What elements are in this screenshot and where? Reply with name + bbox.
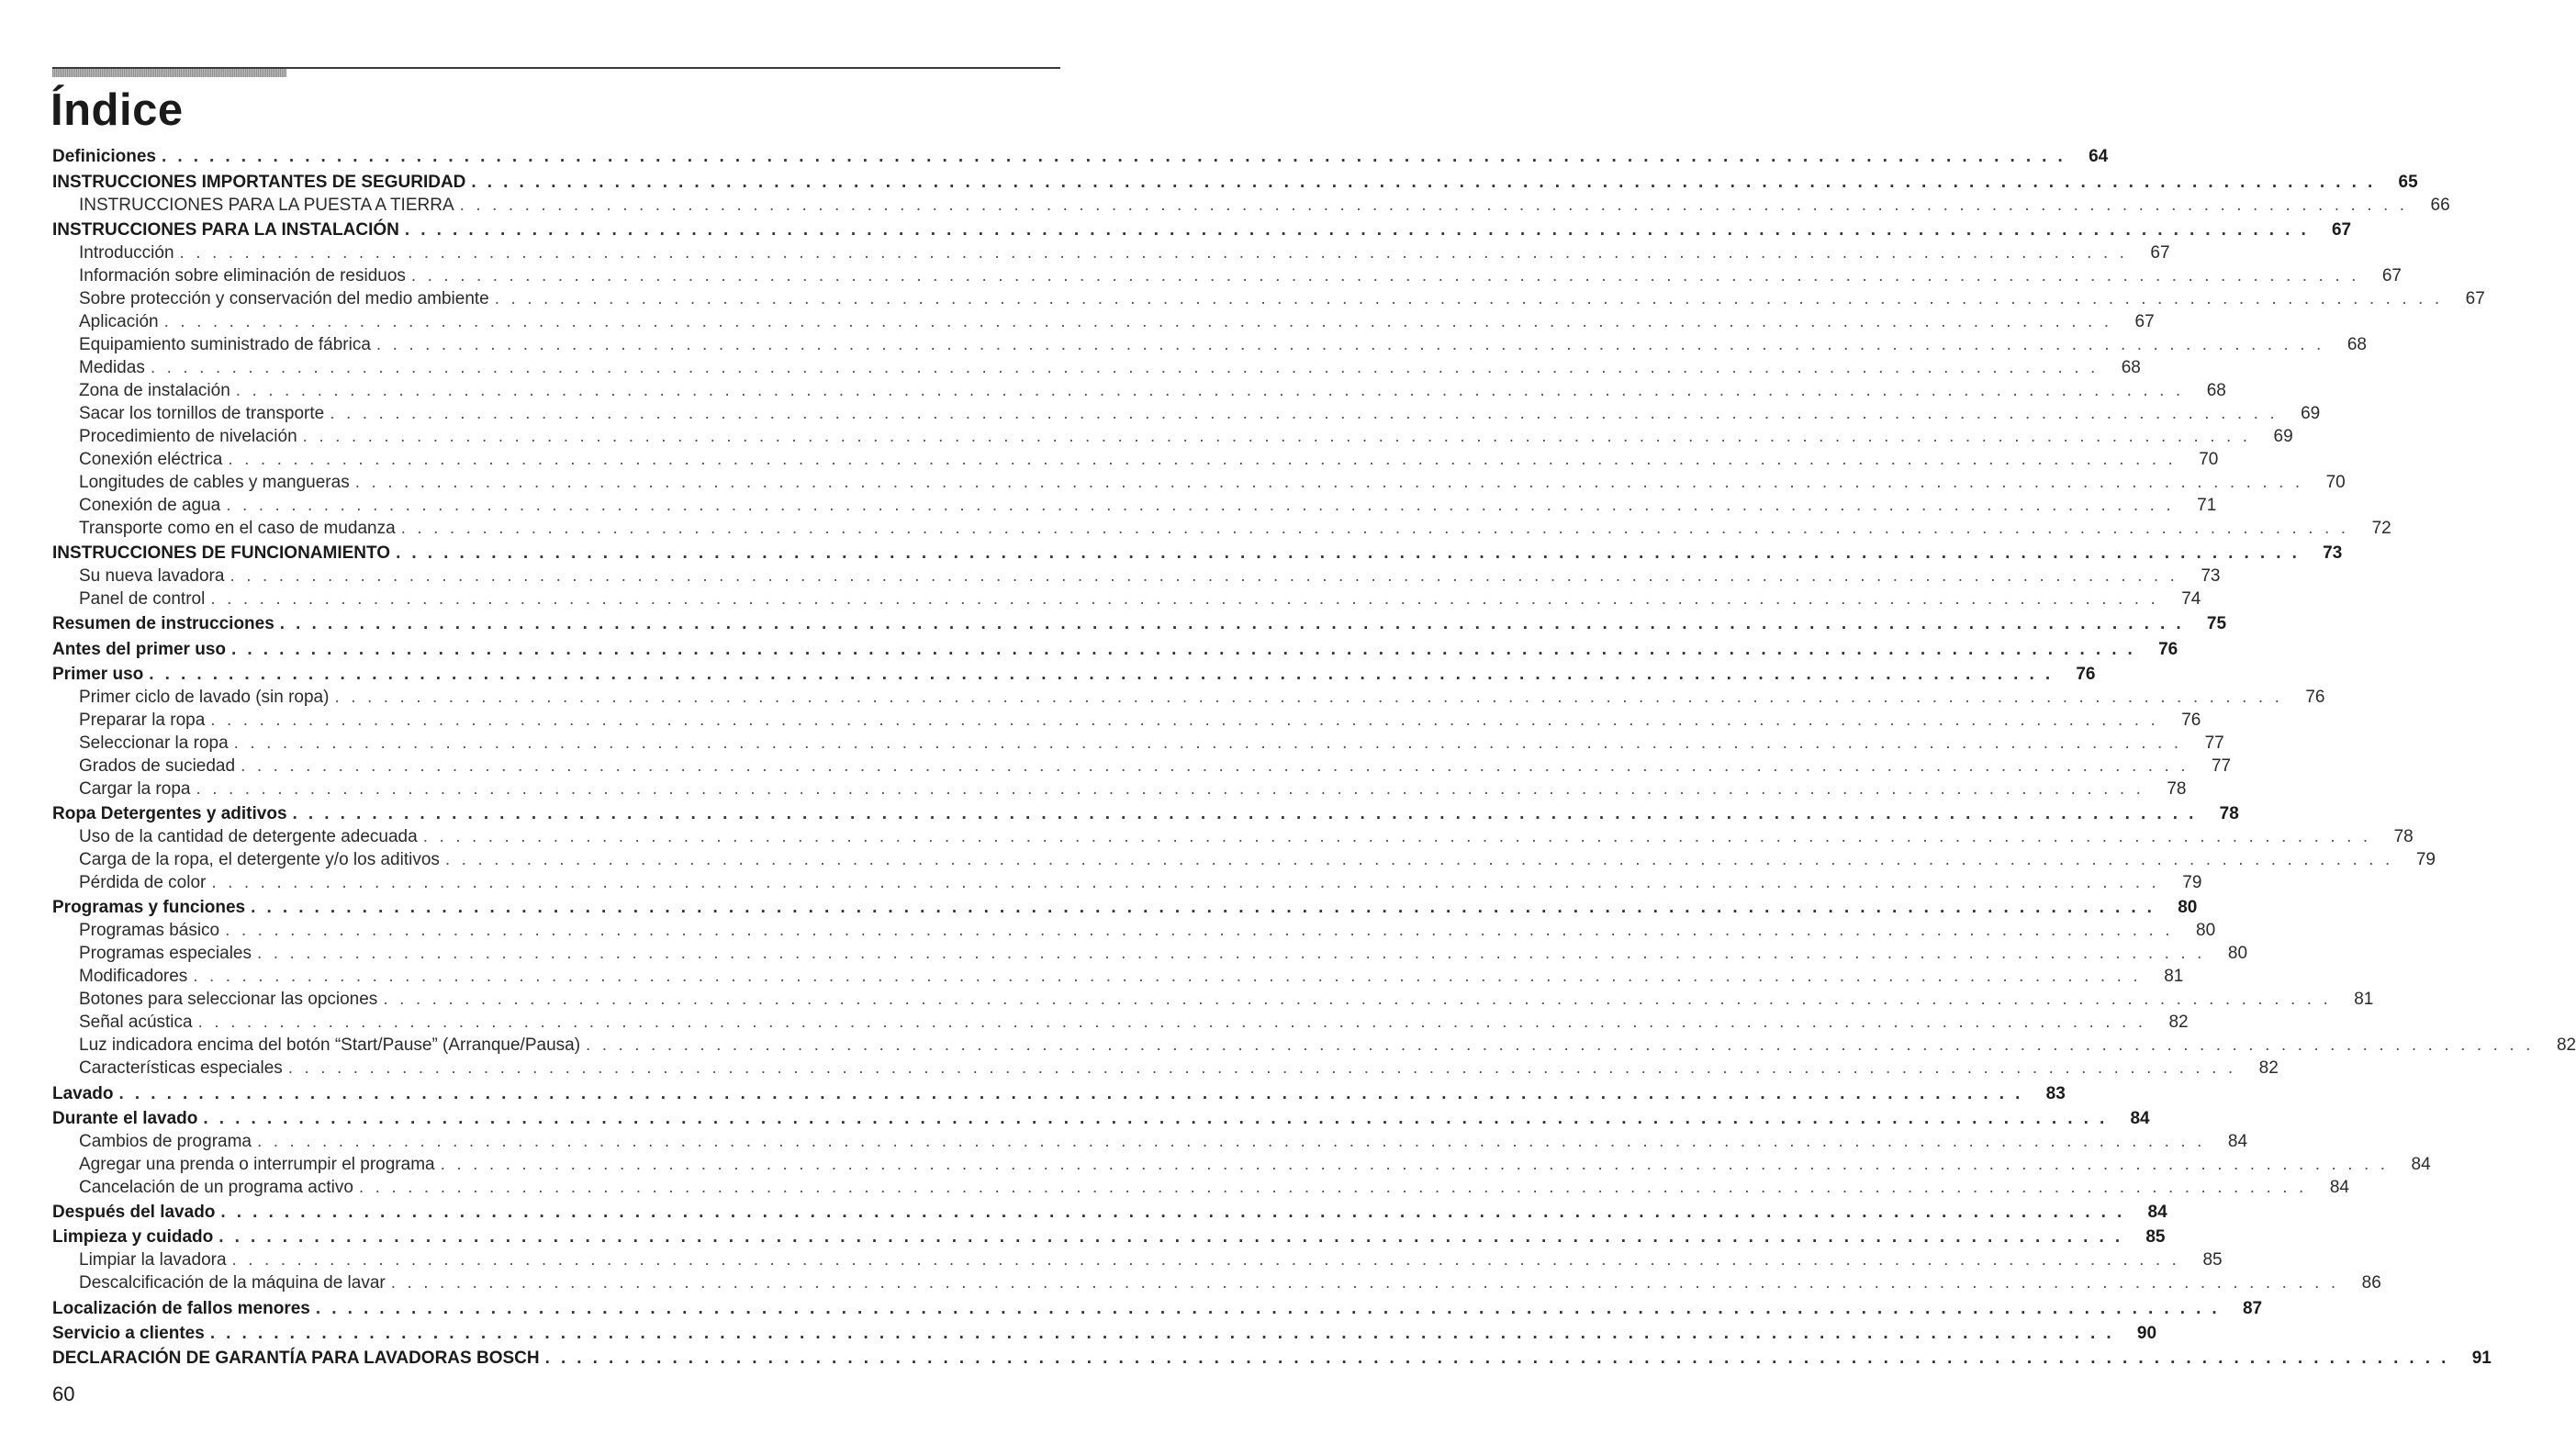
toc-entry-page: 80 [2227, 944, 2248, 964]
toc-subsection-entry[interactable] [52, 401, 2321, 424]
dot-leader: . . . . . . . . . . . . . . . . . . . . . . . . . . . . . . . . . . . . . . . . . . . . . . . . . . . . . . . . . . . . . . . . . . . . . . . . . . . . . . . . . . . . . . . . . . . . . . . . . . . . . . . . . . . . . . . . . . . . . . . . [210, 710, 2159, 730]
dot-leader: . . . . . . . . . . . . . . . . . . . . . . . . . . . . . . . . . . . . . . . . . . . . . . . . . . . . . . . . . . . . . . . . . . . . . . . . . . . . . . . . . . . . . . . . . . . . . . . . . . . . . . . . . . . . . . . . . . . . . . . . [230, 566, 2178, 586]
toc-entry-title: Cancelación de un programa activo [79, 1177, 353, 1197]
toc-entry-page: 80 [2196, 921, 2216, 941]
header-tab-bar [52, 69, 286, 77]
toc-subsection-entry[interactable] [52, 1033, 2576, 1056]
dot-leader: . . . . . . . . . . . . . . . . . . . . . . . . . . . . . . . . . . . . . . . . . . . . . . . . . . . . . . . . . . . . . . . . . . . . . . . . . . . . . . . . . . . . . . . . . . . . . . . . . . . . . . . . . . . . . . . . . . . . . . . . [203, 1108, 2108, 1128]
toc-entry-title: Equipamiento suministrado de fábrica [79, 334, 371, 354]
toc-entry-title: Luz indicadora encima del botón “Start/Pause” (Arranque/Pausa) [79, 1035, 581, 1056]
toc-subsection-entry[interactable] [52, 193, 2450, 216]
toc-entry-title: Su nueva lavadora [79, 566, 225, 586]
toc-subsection-entry[interactable] [52, 493, 2217, 516]
toc-entry-page: 69 [2273, 426, 2293, 446]
dot-leader: . . . . . . . . . . . . . . . . . . . . . . . . . . . . . . . . . . . . . . . . . . . . . . . . . . . . . . . . . . . . . . . . . . . . . . . . . . . . . . . . . . . . . . . . . . . . . . . . . . . . . . . . . . . . . . . . . . . . . . . . [256, 1131, 2206, 1151]
toc-entry-page: 70 [2199, 449, 2219, 469]
toc-entry-title: Primer uso [52, 664, 144, 684]
toc-entry-title: Resumen de instrucciones [52, 614, 274, 634]
dot-leader: . . . . . . . . . . . . . . . . . . . . . . . . . . . . . . . . . . . . . . . . . . . . . . . . . . . . . . . . . . . . . . . . . . . . . . . . . . . . . . . . . . . . . . . . . . . . . . . . . . . . . . . . . . . . . . . . . . . . . . . . [118, 1083, 2023, 1103]
toc-entry-title: Uso de la cantidad de detergente adecuada [79, 827, 418, 846]
dot-leader: . . . . . . . . . . . . . . . . . . . . . . . . . . . . . . . . . . . . . . . . . . . . . . . . . . . . . . . . . . . . . . . . . . . . . . . . . . . . . . . . . . . . . . . . . . . . . . . . . . . . . . . . . . . . . . . . . . . . . . . . [494, 288, 2443, 308]
toc-entry-title: Conexión de agua [79, 495, 221, 515]
toc-entry-title: Panel de control [79, 589, 206, 609]
toc-subsection-entry[interactable] [52, 1270, 2381, 1293]
toc-entry-title: INSTRUCCIONES PARA LA PUESTA A TIERRA [79, 195, 454, 215]
dot-leader: . . . . . . . . . . . . . . . . . . . . . . . . . . . . . . . . . . . . . . . . . . . . . . . . . . . . . . . . . . . . . . . . . . . . . . . . . . . . . . . . . . . . . . . . . . . . . . . . . . . . . . . . . . . . . . . . . . . . . . . . [422, 827, 2371, 846]
dot-leader: . . . . . . . . . . . . . . . . . . . . . . . . . . . . . . . . . . . . . . . . . . . . . . . . . . . . . . . . . . . . . . . . . . . . . . . . . . . . . . . . . . . . . . . . . . . . . . . . . . . . . . . . . . . . . . . . . . . . . . . . [390, 1273, 2339, 1293]
toc-section-entry[interactable] [52, 142, 2109, 167]
toc-entry-title: Agregar una prenda o interrumpir el programa [79, 1154, 435, 1174]
dot-leader: . . . . . . . . . . . . . . . . . . . . . . . . . . . . . . . . . . . . . . . . . . . . . . . . . . . . . . . . . . . . . . . . . . . . . . . . . . . . . . . . . . . . . . . . . . . . . . . . . . . . . . . . . . . . . . . . . . . . . . . . [330, 403, 2279, 423]
toc-entry-title: Localización de fallos menores [52, 1298, 310, 1318]
toc-section-entry[interactable] [52, 539, 2343, 564]
toc-subsection-entry[interactable] [52, 241, 2170, 263]
toc-entry-title: Programas básico [79, 921, 220, 941]
dot-leader: . . . . . . . . . . . . . . . . . . . . . . . . . . . . . . . . . . . . . . . . . . . . . . . . . . . . . . . . . . . . . . . . . . . . . . . . . . . . . . . . . . . . . . . . . . . . . . . . . . . . . . . . . . . . . . . . . . . . . . . . [440, 1154, 2389, 1174]
toc-entry-title: Después del lavado [52, 1203, 216, 1222]
toc-entry-page: 82 [2258, 1058, 2279, 1079]
toc-entry-title: Zona de instalación [79, 380, 230, 400]
toc-entry-page: 78 [2393, 827, 2414, 846]
toc-entry-title: Características especiales [79, 1058, 283, 1079]
toc-section-entry[interactable] [52, 893, 2198, 918]
toc-subsection-entry[interactable] [52, 941, 2248, 964]
dot-leader: . . . . . . . . . . . . . . . . . . . . . . . . . . . . . . . . . . . . . . . . . . . . . . . . . . . . . . . . . . . . . . . . . . . . . . . . . . . . . . . . . . . . . . . . . . . . . . . . . . . . . . . . . . . . . . . . . . . . . . . . [287, 1058, 2236, 1079]
dot-leader: . . . . . . . . . . . . . . . . . . . . . . . . . . . . . . . . . . . . . . . . . . . . . . . . . . . . . . . . . . . . . . . . . . . . . . . . . . . . . . . . . . . . . . . . . . . . . . . . . . . . . . . . . . . . . . . . . . . . . . . . [279, 614, 2185, 634]
toc-subsection-entry[interactable] [52, 1248, 2223, 1270]
dot-leader: . . . . . . . . . . . . . . . . . . . . . . . . . . . . . . . . . . . . . . . . . . . . . . . . . . . . . . . . . . . . . . . . . . . . . . . . . . . . . . . . . . . . . . . . . . . . . . . . . . . . . . . . . . . . . . . . . . . . . . . . [358, 1177, 2307, 1197]
toc-entry-page: 69 [2301, 403, 2321, 423]
toc-entry-page: 76 [2158, 639, 2178, 659]
dot-leader: . . . . . . . . . . . . . . . . . . . . . . . . . . . . . . . . . . . . . . . . . . . . . . . . . . . . . . . . . . . . . . . . . . . . . . . . . . . . . . . . . . . . . . . . . . . . . . . . . . . . . . . . . . . . . . . . . . . . . . . . [471, 172, 2376, 192]
toc-subsection-entry[interactable] [52, 870, 2202, 893]
toc-subsection-entry[interactable] [52, 1129, 2248, 1152]
toc-entry-title: Transporte como en el caso de mudanza [79, 518, 396, 538]
dot-leader: . . . . . . . . . . . . . . . . . . . . . . . . . . . . . . . . . . . . . . . . . . . . . . . . . . . . . . . . . . . . . . . . . . . . . . . . . . . . . . . . . . . . . . . . . . . . . . . . . . . . . . . . . . . . . . . . . . . . . . . . [241, 755, 2190, 776]
dot-leader: . . . . . . . . . . . . . . . . . . . . . . . . . . . . . . . . . . . . . . . . . . . . . . . . . . . . . . . . . . . . . . . . . . . . . . . . . . . . . . . . . . . . . . . . . . . . . . . . . . . . . . . . . . . . . . . . . . . . . . . . [220, 1203, 2125, 1222]
toc-entry-title: DECLARACIÓN DE GARANTÍA PARA LAVADORAS BOSCH [52, 1349, 540, 1368]
toc-subsection-entry[interactable] [52, 587, 2201, 610]
toc-subsection-entry[interactable] [52, 424, 2293, 447]
toc-entry-title: Definiciones [52, 147, 156, 167]
toc-entry-title: Procedimiento de nivelación [79, 426, 297, 446]
toc-entry-page: 82 [2556, 1035, 2576, 1056]
toc-entry-page: 79 [2415, 850, 2436, 869]
dot-leader: . . . . . . . . . . . . . . . . . . . . . . . . . . . . . . . . . . . . . . . . . . . . . . . . . . . . . . . . . . . . . . . . . . . . . . . . . . . . . . . . . . . . . . . . . . . . . . . . . . . . . . . . . . . . . . . . . . . . . . . . [193, 967, 2142, 987]
table-of-contents [52, 142, 2576, 1369]
toc-entry-page: 67 [2150, 242, 2170, 263]
toc-subsection-entry[interactable] [52, 263, 2402, 286]
dot-leader: . . . . . . . . . . . . . . . . . . . . . . . . . . . . . . . . . . . . . . . . . . . . . . . . . . . . . . . . . . . . . . . . . . . . . . . . . . . . . . . . . . . . . . . . . . . . . . . . . . . . . . . . . . . . . . . . . . . . . . . . [544, 1349, 2449, 1368]
dot-leader: . . . . . . . . . . . . . . . . . . . . . . . . . . . . . . . . . . . . . . . . . . . . . . . . . . . . . . . . . . . . . . . . . . . . . . . . . . . . . . . . . . . . . . . . . . . . . . . . . . . . . . . . . . . . . . . . . . . . . . . . [228, 449, 2177, 469]
toc-entry-title: Primer ciclo de lavado (sin ropa) [79, 687, 330, 707]
toc-entry-page: 84 [2411, 1154, 2431, 1174]
dot-leader: . . . . . . . . . . . . . . . . . . . . . . . . . . . . . . . . . . . . . . . . . . . . . . . . . . . . . . . . . . . . . . . . . . . . . . . . . . . . . . . . . . . . . . . . . . . . . . . . . . . . . . . . . . . . . . . . . . . . . . . . [233, 733, 2182, 753]
toc-subsection-entry[interactable] [52, 355, 2141, 378]
toc-section-entry[interactable] [52, 1319, 2157, 1344]
toc-subsection-entry[interactable] [52, 378, 2226, 401]
toc-subsection-entry[interactable] [52, 332, 2367, 355]
toc-entry-title: Medidas [79, 357, 145, 377]
toc-subsection-entry[interactable] [52, 564, 2221, 587]
toc-entry-page: 73 [2323, 543, 2343, 563]
toc-entry-page: 66 [2430, 195, 2450, 215]
toc-entry-title: INSTRUCCIONES IMPORTANTES DE SEGURIDAD [52, 172, 466, 192]
toc-entry-title: Pérdida de color [79, 873, 207, 892]
toc-entry-page: 64 [2089, 147, 2109, 167]
toc-entry-page: 80 [2178, 898, 2198, 918]
toc-entry-page: 85 [2202, 1250, 2223, 1270]
toc-entry-page: 84 [2329, 1177, 2349, 1197]
toc-subsection-entry[interactable] [52, 824, 2414, 847]
toc-entry-page: 78 [2167, 778, 2187, 799]
toc-entry-page: 67 [2331, 219, 2352, 240]
dot-leader: . . . . . . . . . . . . . . . . . . . . . . . . . . . . . . . . . . . . . . . . . . . . . . . . . . . . . . . . . . . . . . . . . . . . . . . . . . . . . . . . . . . . . . . . . . . . . . . . . . . . . . . . . . . . . . . . . . . . . . . . [292, 804, 2197, 823]
toc-entry-title: INSTRUCCIONES PARA LA INSTALACIÓN [52, 219, 399, 240]
dot-leader: . . . . . . . . . . . . . . . . . . . . . . . . . . . . . . . . . . . . . . . . . . . . . . . . . . . . . . . . . . . . . . . . . . . . . . . . . . . . . . . . . . . . . . . . . . . . . . . . . . . . . . . . . . . . . . . . . . . . . . . . [209, 1323, 2115, 1343]
toc-subsection-entry[interactable] [52, 964, 2184, 987]
page-title: Índice [50, 85, 184, 135]
toc-entry-title: Grados de suciedad [79, 755, 236, 776]
toc-entry-title: INSTRUCCIONES DE FUNCIONAMIENTO [52, 543, 391, 563]
toc-subsection-entry[interactable] [52, 1175, 2349, 1198]
toc-entry-title: Señal acústica [79, 1013, 193, 1033]
toc-entry-page: 90 [2136, 1323, 2157, 1343]
toc-entry-title: Lavado [52, 1083, 114, 1103]
dot-leader: . . . . . . . . . . . . . . . . . . . . . . . . . . . . . . . . . . . . . . . . . . . . . . . . . . . . . . . . . . . . . . . . . . . . . . . . . . . . . . . . . . . . . . . . . . . . . . . . . . . . . . . . . . . . . . . . . . . . . . . . [210, 589, 2159, 609]
dot-leader: . . . . . . . . . . . . . . . . . . . . . . . . . . . . . . . . . . . . . . . . . . . . . . . . . . . . . . . . . . . . . . . . . . . . . . . . . . . . . . . . . . . . . . . . . . . . . . . . . . . . . . . . . . . . . . . . . . . . . . . . [150, 357, 2099, 377]
dot-leader: . . . . . . . . . . . . . . . . . . . . . . . . . . . . . . . . . . . . . . . . . . . . . . . . . . . . . . . . . . . . . . . . . . . . . . . . . . . . . . . . . . . . . . . . . . . . . . . . . . . . . . . . . . . . . . . . . . . . . . . . [315, 1298, 2221, 1318]
dot-leader: . . . . . . . . . . . . . . . . . . . . . . . . . . . . . . . . . . . . . . . . . . . . . . . . . . . . . . . . . . . . . . . . . . . . . . . . . . . . . . . . . . . . . . . . . . . . . . . . . . . . . . . . . . . . . . . . . . . . . . . . [211, 873, 2160, 892]
toc-entry-page: 68 [2121, 357, 2141, 377]
toc-entry-page: 87 [2242, 1298, 2263, 1318]
toc-entry-title: Programas especiales [79, 944, 252, 964]
dot-leader: . . . . . . . . . . . . . . . . . . . . . . . . . . . . . . . . . . . . . . . . . . . . . . . . . . . . . . . . . . . . . . . . . . . . . . . . . . . . . . . . . . . . . . . . . . . . . . . . . . . . . . . . . . . . . . . . . . . . . . . . [231, 1250, 2180, 1270]
dot-leader: . . . . . . . . . . . . . . . . . . . . . . . . . . . . . . . . . . . . . . . . . . . . . . . . . . . . . . . . . . . . . . . . . . . . . . . . . . . . . . . . . . . . . . . . . . . . . . . . . . . . . . . . . . . . . . . . . . . . . . . . [375, 334, 2324, 354]
toc-entry-page: 77 [2204, 733, 2224, 753]
toc-entry-page: 75 [2206, 614, 2227, 634]
dot-leader: . . . . . . . . . . . . . . . . . . . . . . . . . . . . . . . . . . . . . . . . . . . . . . . . . . . . . . . . . . . . . . . . . . . . . . . . . . . . . . . . . . . . . . . . . . . . . . . . . . . . . . . . . . . . . . . . . . . . . . . . [179, 242, 2128, 263]
toc-entry-page: 81 [2164, 967, 2184, 987]
toc-entry-title: Información sobre eliminación de residuos [79, 265, 406, 285]
dot-leader: . . . . . . . . . . . . . . . . . . . . . . . . . . . . . . . . . . . . . . . . . . . . . . . . . . . . . . . . . . . . . . . . . . . . . . . . . . . . . . . . . . . . . . . . . . . . . . . . . . . . . . . . . . . . . . . . . . . . . . . . [161, 147, 2066, 167]
dot-leader: . . . . . . . . . . . . . . . . . . . . . . . . . . . . . . . . . . . . . . . . . . . . . . . . . . . . . . . . . . . . . . . . . . . . . . . . . . . . . . . . . . . . . . . . . . . . . . . . . . . . . . . . . . . . . . . . . . . . . . . . [444, 850, 2393, 869]
toc-entry-page: 86 [2361, 1273, 2381, 1293]
toc-section-entry[interactable] [52, 1293, 2263, 1318]
toc-section-entry[interactable] [52, 216, 2352, 241]
toc-entry-page: 67 [2381, 265, 2402, 285]
dot-leader: . . . . . . . . . . . . . . . . . . . . . . . . . . . . . . . . . . . . . . . . . . . . . . . . . . . . . . . . . . . . . . . . . . . . . . . . . . . . . . . . . . . . . . . . . . . . . . . . . . . . . . . . . . . . . . . . . . . . . . . . [334, 687, 2283, 707]
toc-section-entry[interactable] [52, 1223, 2166, 1248]
toc-entry-title: Modificadores [79, 967, 188, 987]
toc-entry-title: Botones para seleccionar las opciones [79, 990, 378, 1010]
toc-subsection-entry[interactable] [52, 470, 2346, 493]
dot-leader: . . . . . . . . . . . . . . . . . . . . . . . . . . . . . . . . . . . . . . . . . . . . . . . . . . . . . . . . . . . . . . . . . . . . . . . . . . . . . . . . . . . . . . . . . . . . . . . . . . . . . . . . . . . . . . . . . . . . . . . . [256, 944, 2206, 964]
toc-entry-page: 76 [2181, 710, 2201, 730]
toc-entry-page: 67 [2134, 311, 2155, 331]
toc-entry-title: Conexión eléctrica [79, 449, 223, 469]
toc-entry-title: Limpieza y cuidado [52, 1227, 214, 1248]
toc-entry-title: Cambios de programa [79, 1131, 252, 1151]
toc-entry-page: 74 [2181, 589, 2201, 609]
toc-subsection-entry[interactable] [52, 731, 2224, 754]
dot-leader: . . . . . . . . . . . . . . . . . . . . . . . . . . . . . . . . . . . . . . . . . . . . . . . . . . . . . . . . . . . . . . . . . . . . . . . . . . . . . . . . . . . . . . . . . . . . . . . . . . . . . . . . . . . . . . . . . . . . . . . . [225, 921, 2174, 941]
toc-entry-page: 68 [2346, 334, 2367, 354]
toc-subsection-entry[interactable] [52, 685, 2325, 708]
toc-entry-title: Preparar la ropa [79, 710, 206, 730]
dot-leader: . . . . . . . . . . . . . . . . . . . . . . . . . . . . . . . . . . . . . . . . . . . . . . . . . . . . . . . . . . . . . . . . . . . . . . . . . . . . . . . . . . . . . . . . . . . . . . . . . . . . . . . . . . . . . . . . . . . . . . . . [586, 1035, 2535, 1056]
toc-section-entry[interactable] [52, 800, 2239, 824]
dot-leader: . . . . . . . . . . . . . . . . . . . . . . . . . . . . . . . . . . . . . . . . . . . . . . . . . . . . . . . . . . . . . . . . . . . . . . . . . . . . . . . . . . . . . . . . . . . . . . . . . . . . . . . . . . . . . . . . . . . . . . . . [404, 219, 2310, 240]
toc-subsection-entry[interactable] [52, 1152, 2431, 1175]
toc-entry-page: 84 [2130, 1108, 2150, 1128]
toc-subsection-entry[interactable] [52, 987, 2374, 1010]
dot-leader: . . . . . . . . . . . . . . . . . . . . . . . . . . . . . . . . . . . . . . . . . . . . . . . . . . . . . . . . . . . . . . . . . . . . . . . . . . . . . . . . . . . . . . . . . . . . . . . . . . . . . . . . . . . . . . . . . . . . . . . . [218, 1227, 2123, 1248]
toc-entry-title: Servicio a clientes [52, 1323, 205, 1343]
dot-leader: . . . . . . . . . . . . . . . . . . . . . . . . . . . . . . . . . . . . . . . . . . . . . . . . . . . . . . . . . . . . . . . . . . . . . . . . . . . . . . . . . . . . . . . . . . . . . . . . . . . . . . . . . . . . . . . . . . . . . . . . [302, 426, 2251, 446]
toc-subsection-entry[interactable] [52, 286, 2485, 309]
toc-entry-title: Aplicación [79, 311, 159, 331]
dot-leader: . . . . . . . . . . . . . . . . . . . . . . . . . . . . . . . . . . . . . . . . . . . . . . . . . . . . . . . . . . . . . . . . . . . . . . . . . . . . . . . . . . . . . . . . . . . . . . . . . . . . . . . . . . . . . . . . . . . . . . . . [410, 265, 2359, 285]
toc-subsection-entry[interactable] [52, 777, 2187, 800]
toc-subsection-entry[interactable] [52, 754, 2232, 777]
toc-entry-title: Descalcificación de la máquina de lavar [79, 1273, 386, 1293]
toc-subsection-entry[interactable] [52, 1056, 2279, 1079]
dot-leader: . . . . . . . . . . . . . . . . . . . . . . . . . . . . . . . . . . . . . . . . . . . . . . . . . . . . . . . . . . . . . . . . . . . . . . . . . . . . . . . . . . . . . . . . . . . . . . . . . . . . . . . . . . . . . . . . . . . . . . . . [396, 543, 2301, 563]
dot-leader: . . . . . . . . . . . . . . . . . . . . . . . . . . . . . . . . . . . . . . . . . . . . . . . . . . . . . . . . . . . . . . . . . . . . . . . . . . . . . . . . . . . . . . . . . . . . . . . . . . . . . . . . . . . . . . . . . . . . . . . . [383, 990, 2332, 1010]
toc-subsection-entry[interactable] [52, 847, 2436, 870]
toc-entry-page: 82 [2168, 1013, 2189, 1033]
dot-leader: . . . . . . . . . . . . . . . . . . . . . . . . . . . . . . . . . . . . . . . . . . . . . . . . . . . . . . . . . . . . . . . . . . . . . . . . . . . . . . . . . . . . . . . . . . . . . . . . . . . . . . . . . . . . . . . . . . . . . . . . [196, 778, 2145, 799]
toc-entry-title: Limpiar la lavadora [79, 1250, 227, 1270]
toc-section-entry[interactable] [52, 660, 2096, 685]
toc-section-entry[interactable] [52, 1104, 2150, 1129]
toc-entry-page: 72 [2371, 518, 2391, 538]
toc-entry-title: Introducción [79, 242, 174, 263]
toc-entry-title: Durante el lavado [52, 1108, 198, 1128]
toc-subsection-entry[interactable] [52, 309, 2155, 332]
toc-entry-title: Sobre protección y conservación del medio ambiente [79, 288, 489, 308]
dot-leader: . . . . . . . . . . . . . . . . . . . . . . . . . . . . . . . . . . . . . . . . . . . . . . . . . . . . . . . . . . . . . . . . . . . . . . . . . . . . . . . . . . . . . . . . . . . . . . . . . . . . . . . . . . . . . . . . . . . . . . . . [235, 380, 2184, 400]
toc-entry-page: 77 [2211, 755, 2232, 776]
page-number: 60 [52, 1382, 75, 1405]
toc-section-entry[interactable] [52, 1198, 2167, 1223]
toc-entry-page: 78 [2219, 804, 2239, 823]
toc-entry-page: 67 [2465, 288, 2485, 308]
toc-entry-page: 76 [2305, 687, 2325, 707]
toc-entry-page: 84 [2227, 1131, 2248, 1151]
toc-entry-page: 71 [2197, 495, 2217, 515]
toc-entry-page: 70 [2325, 472, 2346, 492]
toc-entry-page: 65 [2398, 172, 2418, 192]
toc-section-entry[interactable] [52, 167, 2418, 192]
dot-leader: . . . . . . . . . . . . . . . . . . . . . . . . . . . . . . . . . . . . . . . . . . . . . . . . . . . . . . . . . . . . . . . . . . . . . . . . . . . . . . . . . . . . . . . . . . . . . . . . . . . . . . . . . . . . . . . . . . . . . . . . [354, 472, 2303, 492]
toc-entry-page: 81 [2354, 990, 2374, 1010]
toc-entry-title: Antes del primer uso [52, 639, 226, 659]
toc-subsection-entry[interactable] [52, 708, 2201, 731]
toc-entry-title: Seleccionar la ropa [79, 733, 229, 753]
toc-subsection-entry[interactable] [52, 918, 2216, 941]
toc-section-entry[interactable] [52, 610, 2227, 634]
toc-entry-page: 84 [2147, 1203, 2167, 1222]
dot-leader: . . . . . . . . . . . . . . . . . . . . . . . . . . . . . . . . . . . . . . . . . . . . . . . . . . . . . . . . . . . . . . . . . . . . . . . . . . . . . . . . . . . . . . . . . . . . . . . . . . . . . . . . . . . . . . . . . . . . . . . . [226, 495, 2175, 515]
dot-leader: . . . . . . . . . . . . . . . . . . . . . . . . . . . . . . . . . . . . . . . . . . . . . . . . . . . . . . . . . . . . . . . . . . . . . . . . . . . . . . . . . . . . . . . . . . . . . . . . . . . . . . . . . . . . . . . . . . . . . . . . [149, 664, 2054, 684]
toc-entry-title: Carga de la ropa, el detergente y/o los aditivos [79, 850, 440, 869]
toc-subsection-entry[interactable] [52, 1010, 2189, 1033]
dot-leader: . . . . . . . . . . . . . . . . . . . . . . . . . . . . . . . . . . . . . . . . . . . . . . . . . . . . . . . . . . . . . . . . . . . . . . . . . . . . . . . . . . . . . . . . . . . . . . . . . . . . . . . . . . . . . . . . . . . . . . . . [459, 195, 2408, 215]
toc-entry-page: 79 [2182, 873, 2202, 892]
toc-subsection-entry[interactable] [52, 447, 2219, 470]
toc-subsection-entry[interactable] [52, 516, 2391, 539]
toc-entry-title: Sacar los tornillos de transporte [79, 403, 325, 423]
toc-entry-title: Programas y funciones [52, 898, 246, 918]
toc-entry-page: 76 [2076, 664, 2096, 684]
dot-leader: . . . . . . . . . . . . . . . . . . . . . . . . . . . . . . . . . . . . . . . . . . . . . . . . . . . . . . . . . . . . . . . . . . . . . . . . . . . . . . . . . . . . . . . . . . . . . . . . . . . . . . . . . . . . . . . . . . . . . . . . [231, 639, 2136, 659]
toc-entry-page: 83 [2045, 1083, 2066, 1103]
toc-entry-title: Cargar la ropa [79, 778, 191, 799]
toc-entry-page: 73 [2201, 566, 2221, 586]
toc-section-entry[interactable] [52, 1079, 2066, 1103]
toc-section-entry[interactable] [52, 1344, 2492, 1369]
toc-entry-page: 68 [2206, 380, 2226, 400]
toc-section-entry[interactable] [52, 634, 2178, 659]
dot-leader: . . . . . . . . . . . . . . . . . . . . . . . . . . . . . . . . . . . . . . . . . . . . . . . . . . . . . . . . . . . . . . . . . . . . . . . . . . . . . . . . . . . . . . . . . . . . . . . . . . . . . . . . . . . . . . . . . . . . . . . . [400, 518, 2349, 538]
toc-entry-page: 91 [2471, 1349, 2492, 1368]
toc-entry-title: Ropa Detergentes y aditivos [52, 804, 287, 823]
dot-leader: . . . . . . . . . . . . . . . . . . . . . . . . . . . . . . . . . . . . . . . . . . . . . . . . . . . . . . . . . . . . . . . . . . . . . . . . . . . . . . . . . . . . . . . . . . . . . . . . . . . . . . . . . . . . . . . . . . . . . . . . [197, 1013, 2146, 1033]
toc-entry-page: 85 [2145, 1227, 2166, 1248]
toc-entry-title: Longitudes de cables y mangueras [79, 472, 350, 492]
dot-leader: . . . . . . . . . . . . . . . . . . . . . . . . . . . . . . . . . . . . . . . . . . . . . . . . . . . . . . . . . . . . . . . . . . . . . . . . . . . . . . . . . . . . . . . . . . . . . . . . . . . . . . . . . . . . . . . . . . . . . . . . [251, 898, 2156, 918]
dot-leader: . . . . . . . . . . . . . . . . . . . . . . . . . . . . . . . . . . . . . . . . . . . . . . . . . . . . . . . . . . . . . . . . . . . . . . . . . . . . . . . . . . . . . . . . . . . . . . . . . . . . . . . . . . . . . . . . . . . . . . . . [163, 311, 2112, 331]
